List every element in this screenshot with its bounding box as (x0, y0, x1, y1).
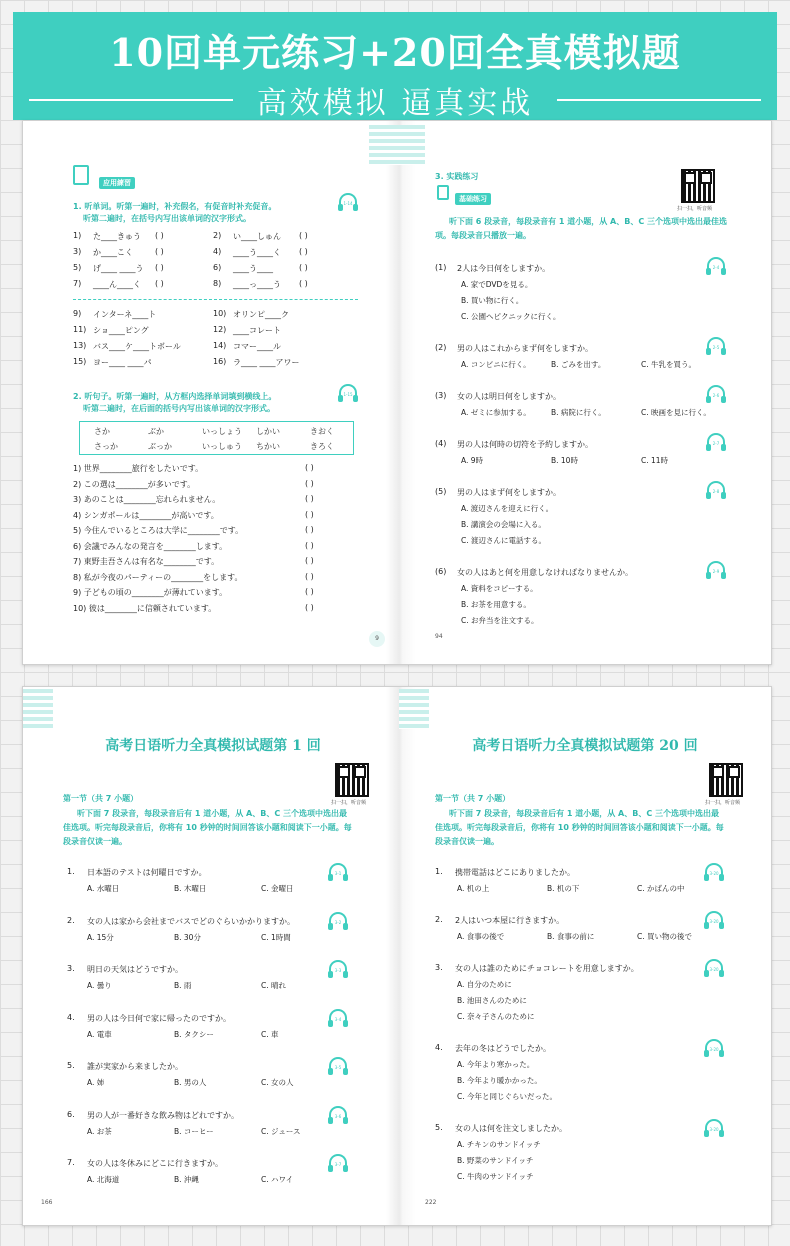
answer-option[interactable]: B. 雨 (174, 981, 192, 990)
question-text: 男の人はまず何をしますか。 (457, 488, 561, 497)
headphones-icon[interactable] (329, 1057, 347, 1072)
audio-track: 2-8 (712, 489, 720, 494)
answer-option[interactable]: A. 水曜日 (87, 884, 120, 893)
sentence-item: 6) 会議でみんなの発言を________します。 (73, 541, 228, 551)
q1-instruction-2: 听第二遍时，在括号内写出该单词的汉字形式。 (83, 214, 251, 223)
word-choice-box (79, 421, 354, 455)
answer-option[interactable]: A. 自分のために (457, 980, 512, 989)
row-num: 15) (73, 357, 87, 366)
headphones-icon[interactable] (705, 863, 723, 878)
answer-paren: ( ) (299, 279, 308, 288)
answer-option[interactable]: A. 資料をコピーする。 (461, 584, 538, 593)
page-number: 222 (425, 1199, 437, 1206)
practice-heading: 3. 实践练习 (435, 172, 479, 181)
row-num: 9) (73, 309, 82, 318)
word-choice: きろく (310, 442, 334, 451)
book-spread-1 (22, 120, 772, 665)
row-num: 1) (73, 231, 82, 240)
katakana-blank: バス____ケ____トボール (93, 342, 181, 351)
question-text: 女の人は誰のためにチョコレートを用意しますか。 (455, 964, 639, 973)
row-num: 2) (213, 231, 222, 240)
sentence-item: 8) 私が今夜のパーティーの________をします。 (73, 572, 243, 582)
question-num: (3) (435, 391, 447, 400)
answer-option[interactable]: B. 病院に行く。 (551, 408, 606, 417)
question-num: 5. (435, 1123, 443, 1132)
question-num: 7. (67, 1158, 75, 1167)
answer-option[interactable]: A. コンビニに行く。 (461, 360, 531, 369)
headphones-icon[interactable] (707, 433, 725, 448)
answer-option[interactable]: A. 机の上 (457, 884, 490, 893)
question-text: 男の人は今日何で家に帰ったのですか。 (87, 1013, 231, 1023)
answer-option[interactable]: A. 食事の後で (457, 932, 505, 941)
answer-option[interactable]: C. 金曜日 (261, 884, 294, 893)
answer-option[interactable]: A. 渡辺さんを迎えに行く。 (461, 504, 554, 513)
question-num: 2. (435, 915, 443, 924)
q2-instruction-2: 听第二遍时，在后面的括号内写出该单词的汉字形式。 (83, 404, 275, 413)
qr-code-icon[interactable] (709, 763, 743, 797)
decorative-stripes (23, 689, 53, 729)
mock-test-title: 高考日语听力全真模拟试题第 1 回 (105, 738, 321, 754)
word-choice: きおく (310, 427, 334, 436)
book-spine (386, 121, 416, 664)
audio-track: 3-5 (334, 1065, 342, 1070)
answer-paren: ( ) (299, 247, 308, 256)
answer-paren: ( ) (305, 494, 314, 503)
answer-option[interactable]: C. 奈々子さんのために (457, 1012, 535, 1021)
answer-option[interactable]: C. 車 (261, 1029, 279, 1039)
audio-track: 3-6 (334, 1113, 342, 1119)
answer-option[interactable]: C. 牛乳を買う。 (641, 360, 697, 369)
answer-option[interactable]: B. お茶を用意する。 (461, 600, 531, 609)
answer-option[interactable]: B. 男の人 (174, 1078, 207, 1087)
answer-paren: ( ) (305, 556, 314, 565)
question-text: 女の人は冬休みにどこに行きますか。 (87, 1159, 223, 1168)
katakana-blank: ラ____ ____アワー (233, 358, 300, 367)
answer-option[interactable]: B. 10時 (551, 456, 578, 465)
audio-track: 3-20 (709, 1127, 719, 1132)
kana-blank: げ____ ____う (93, 264, 144, 273)
question-text: 女の人は家から会社までバスでどのぐらいかかりますか。 (87, 916, 295, 926)
section-badge: 基础练习 (455, 193, 491, 205)
answer-option[interactable]: B. コーヒー (174, 1126, 214, 1136)
audio-track: 2-9 (712, 569, 720, 574)
answer-option[interactable]: C. ハワイ (261, 1175, 294, 1184)
answer-option[interactable]: A. チキンのサンドイッチ (457, 1140, 541, 1149)
page-number: 9 (369, 631, 385, 647)
word-choice: いっしゅう (202, 442, 242, 451)
decorative-stripes (369, 125, 425, 165)
kana-blank: い____しゅん (233, 232, 281, 241)
page-right-practice (435, 171, 735, 651)
page-left-mock-1 (41, 735, 367, 1215)
answer-option[interactable]: C. かばんの中 (637, 884, 685, 893)
question-num: 3. (435, 963, 443, 972)
question-num: 1. (435, 867, 443, 876)
audio-track: 2-7 (712, 441, 720, 446)
answer-option[interactable]: A. お茶 (87, 1126, 112, 1136)
book-spread-2 (22, 686, 772, 1226)
sentence-item: 2) この選は________が多いです。 (73, 479, 196, 489)
word-choice: いっしょう (202, 427, 242, 436)
headphones-icon[interactable] (705, 911, 723, 926)
divider (29, 99, 233, 101)
audio-track: 3-20 (709, 967, 719, 972)
row-num: 3) (73, 247, 82, 256)
question-text: 2人はいつ本屋に行きますか。 (455, 916, 565, 925)
answer-paren: ( ) (155, 263, 164, 272)
kana-blank: た____きゅう (93, 232, 141, 241)
headphones-icon[interactable] (707, 257, 725, 272)
answer-option[interactable]: C. お弁当を注文する。 (461, 616, 539, 625)
row-num: 6) (213, 263, 222, 272)
question-text: 携帯電話はどこにありましたか。 (455, 868, 575, 877)
headphones-icon[interactable] (707, 561, 725, 576)
promo-banner (13, 12, 777, 120)
answer-option[interactable]: A. ゼミに参加する。 (461, 408, 531, 417)
page-number: 94 (435, 633, 443, 640)
answer-option[interactable]: A. 今年より寒かった。 (457, 1060, 535, 1069)
word-choice: ちかい (256, 442, 280, 451)
answer-option[interactable]: B. 机の下 (547, 884, 580, 893)
mock-instruction: 听下面 7 段录音，每段录音后有 1 道小题，从 A、B、C 三个选项中选出最佳选项。听完每段录音后，你将有 10 秒钟的时间回答该小题和阅读下一小题。每段录音仅读一遍。 (435, 809, 724, 846)
row-num: 4) (213, 247, 222, 256)
answer-option[interactable]: B. 買い物に行く。 (461, 296, 524, 305)
answer-paren: ( ) (155, 279, 164, 288)
audio-track: 2-6 (712, 393, 720, 398)
katakana-blank: ____コレート (233, 326, 281, 335)
katakana-blank: ショ____ピング (93, 326, 149, 335)
answer-option[interactable]: C. 晴れ (261, 981, 287, 990)
q2-instruction: 2. 听句子。听第一遍时，从方框内选择单词填到横线上。 (73, 392, 277, 401)
kana-blank: ____う____ (233, 264, 273, 273)
audio-track: 3-2 (334, 919, 342, 925)
qr-caption: 扫一扫，听音频 (677, 206, 713, 212)
question-num: 5. (67, 1061, 75, 1070)
answer-option[interactable]: C. 公園へピクニックに行く。 (461, 312, 561, 321)
answer-option[interactable]: B. 30分 (174, 932, 201, 942)
audio-track: 3-7 (334, 1162, 342, 1167)
question-text: 去年の冬はどうでしたか。 (455, 1044, 551, 1053)
answer-paren: ( ) (305, 463, 314, 472)
banner-subtitle: 高效模拟 逼真实战 (256, 86, 534, 121)
answer-option[interactable]: B. 沖縄 (174, 1175, 199, 1184)
row-num: 12) (213, 325, 227, 334)
audio-track: 3-20 (709, 871, 719, 876)
headphones-icon[interactable] (707, 385, 725, 400)
answer-option[interactable]: B. 今年より暖かかった。 (457, 1076, 542, 1085)
banner-title: 10回单元练习+20回全真模拟题 (109, 30, 681, 75)
answer-paren: ( ) (305, 525, 314, 534)
row-num: 11) (73, 325, 87, 334)
question-num: (4) (435, 439, 447, 448)
headphones-icon[interactable] (705, 1039, 723, 1054)
answer-paren: ( ) (305, 587, 314, 596)
kana-blank: ____っ____う (233, 280, 281, 289)
question-text: 2人は今日何をしますか。 (457, 264, 551, 273)
answer-option[interactable]: C. 渡辺さんに電話する。 (461, 536, 547, 545)
audio-track: 3-1 (334, 871, 342, 876)
headphones-icon[interactable] (339, 384, 357, 399)
answer-option[interactable]: B. 木曜日 (174, 884, 207, 893)
katakana-blank: オリンピ____ク (233, 310, 289, 319)
question-num: (1) (435, 263, 447, 272)
row-num: 5) (73, 263, 82, 272)
question-num: 4. (435, 1043, 443, 1052)
qr-caption: 扫一扫，听音频 (705, 800, 741, 806)
answer-option[interactable]: B. ごみを出す。 (551, 360, 606, 369)
pencil-note-icon (73, 165, 89, 185)
answer-option[interactable]: C. 11時 (641, 456, 669, 465)
headphones-icon[interactable] (329, 1154, 347, 1169)
question-text: 男の人が一番好きな飲み物はどれですか。 (87, 1110, 239, 1120)
page-number: 166 (41, 1199, 53, 1206)
answer-option[interactable]: A. 15分 (87, 932, 114, 942)
answer-option[interactable]: B. 池田さんのために (457, 996, 527, 1005)
book-spine (386, 687, 416, 1225)
question-num: 4. (67, 1012, 75, 1022)
katakana-blank: コマー____ル (233, 342, 281, 351)
kana-blank: ____う____く (233, 248, 281, 257)
answer-paren: ( ) (299, 231, 308, 240)
answer-option[interactable]: C. ジュース (261, 1126, 301, 1136)
divider (73, 299, 358, 300)
qr-code-icon[interactable] (335, 763, 369, 797)
headphones-icon[interactable] (707, 481, 725, 496)
page-right-mock-20 (425, 735, 741, 1215)
row-num: 16) (213, 357, 227, 366)
answer-paren: ( ) (299, 263, 308, 272)
headphones-icon[interactable] (329, 912, 347, 927)
row-num: 13) (73, 341, 87, 350)
answer-option[interactable]: B. 講演会の会場に入る。 (461, 520, 546, 529)
word-choice: さっか (94, 442, 118, 451)
katakana-blank: ヨー____ ____パ (93, 358, 152, 367)
question-num: 1. (67, 867, 75, 876)
question-text: 女の人はあと何を用意しなければなりませんか。 (457, 568, 633, 577)
audio-track: 3-3 (334, 968, 342, 973)
answer-option[interactable]: C. 今年と同じぐらいだった。 (457, 1092, 558, 1101)
word-choice: ぶっか (148, 442, 172, 451)
question-num: (6) (435, 567, 447, 576)
row-num: 14) (213, 341, 227, 350)
section-badge: 应用練習 (99, 177, 135, 189)
word-choice: ぶか (148, 427, 164, 436)
answer-option[interactable]: C. 映画を見に行く。 (641, 408, 711, 417)
headphones-icon[interactable] (329, 1106, 347, 1121)
answer-paren: ( ) (155, 247, 164, 256)
mock-instruction: 听下面 7 段录音，每段录音后有 1 道小题，从 A、B、C 三个选项中选出最佳选项。听完每段录音后，你将有 10 秒钟的时间回答该小题和阅读下一小题。每段录音仅读一遍。 (63, 809, 352, 846)
sentence-item: 5) 今住んでいるところは大学に________です。 (73, 526, 244, 535)
sentence-item: 9) 子どもの頃の________が薄れています。 (73, 588, 228, 597)
headphones-icon[interactable] (329, 863, 347, 878)
headphones-icon[interactable] (339, 193, 357, 208)
answer-paren: ( ) (155, 231, 164, 240)
question-num: (2) (435, 343, 447, 352)
headphones-icon[interactable] (707, 337, 725, 352)
question-text: 男の人はこれからまず何をしますか。 (457, 344, 593, 353)
sentence-item: 10) 彼は________に信頼されています。 (73, 603, 217, 613)
answer-option[interactable]: A. 家でDVDを見る。 (461, 280, 533, 289)
question-num: 3. (67, 964, 75, 973)
question-text: 誰が実家から来ましたか。 (87, 1062, 183, 1071)
headphones-icon[interactable] (329, 1009, 347, 1024)
sentence-item: 1) 世界________旅行をしたいです。 (73, 464, 204, 473)
answer-option[interactable]: B. 野菜のサンドイッチ (457, 1156, 534, 1165)
mock-test-title: 高考日语听力全真模拟试题第 20 回 (472, 738, 698, 754)
section-heading: 第一节（共 7 小题） (435, 794, 511, 803)
pencil-note-icon (437, 185, 449, 200)
answer-option[interactable]: A. 電車 (87, 1029, 112, 1039)
audio-track: 3-4 (334, 1016, 342, 1022)
q1-instruction: 1. 听单词。听第一遍时，补充假名，有促音时补充促音。 (73, 202, 277, 211)
question-num: (5) (435, 487, 447, 496)
answer-paren: ( ) (305, 602, 314, 612)
qr-code-icon[interactable] (681, 169, 715, 203)
answer-option[interactable]: C. 買い物の後で (637, 932, 693, 941)
audio-track: 3-20 (709, 1047, 719, 1052)
question-text: 女の人は明日何をしますか。 (457, 392, 561, 401)
sentence-item: 4) シンガポールは________が高いです。 (73, 510, 219, 520)
answer-option[interactable]: A. 9時 (461, 456, 484, 465)
answer-option[interactable]: A. 曇り (87, 981, 112, 990)
sentence-item: 3) あのことは________忘れられません。 (73, 495, 221, 504)
question-text: 明日の天気はどうですか。 (87, 965, 183, 974)
headphones-icon[interactable] (329, 960, 347, 975)
row-num: 8) (213, 279, 222, 288)
question-num: 6. (67, 1109, 75, 1119)
kana-blank: ____ん____く (93, 280, 141, 289)
answer-option[interactable]: C. 1時間 (261, 932, 291, 942)
answer-option[interactable]: B. タクシー (174, 1029, 214, 1039)
answer-option[interactable]: A. 姉 (87, 1078, 105, 1087)
practice-instruction: 听下面 6 段录音，每段录音有 1 道小题，从 A、B、C 三个选项中选出最佳选项。每段录音只播放一遍。 (435, 217, 728, 240)
word-choice: しかい (256, 427, 280, 436)
question-text: 男の人は何時の切符を予約しますか。 (457, 440, 593, 449)
section-heading: 第一节（共 7 小题） (63, 794, 139, 803)
qr-caption: 扫一扫，听音频 (331, 800, 367, 806)
kana-blank: か____こく (93, 248, 133, 257)
katakana-blank: インターネ____ト (93, 310, 157, 319)
page-left-exercise (73, 171, 379, 651)
audio-track: 3-20 (709, 919, 719, 924)
question-num: 2. (67, 915, 75, 925)
headphones-icon[interactable] (705, 1119, 723, 1134)
headphones-icon[interactable] (705, 959, 723, 974)
answer-option[interactable]: B. 食事の前に (547, 932, 595, 941)
audio-track: 2-4 (712, 265, 720, 270)
row-num: 10) (213, 309, 227, 318)
question-text: 女の人は何を注文しましたか。 (455, 1124, 567, 1133)
banner-subtitle-row (29, 82, 761, 121)
answer-option[interactable]: C. 牛肉のサンドイッチ (457, 1172, 534, 1181)
word-choice: さか (94, 427, 110, 436)
answer-paren: ( ) (305, 571, 314, 581)
divider (557, 99, 761, 101)
audio-track: 1-15 (343, 392, 353, 397)
row-num: 7) (73, 279, 82, 288)
audio-track: 2-5 (712, 345, 720, 350)
decorative-stripes (399, 689, 429, 729)
sentence-item: 7) 東野圭吾さんは有名な________です。 (73, 557, 220, 566)
answer-paren: ( ) (305, 478, 314, 488)
audio-track: 1-14 (343, 201, 353, 206)
question-text: 日本語のテストは何曜日ですか。 (87, 868, 207, 877)
answer-option[interactable]: C. 女の人 (261, 1078, 294, 1087)
answer-paren: ( ) (305, 540, 314, 550)
answer-option[interactable]: A. 北海道 (87, 1175, 120, 1184)
answer-paren: ( ) (305, 509, 314, 519)
